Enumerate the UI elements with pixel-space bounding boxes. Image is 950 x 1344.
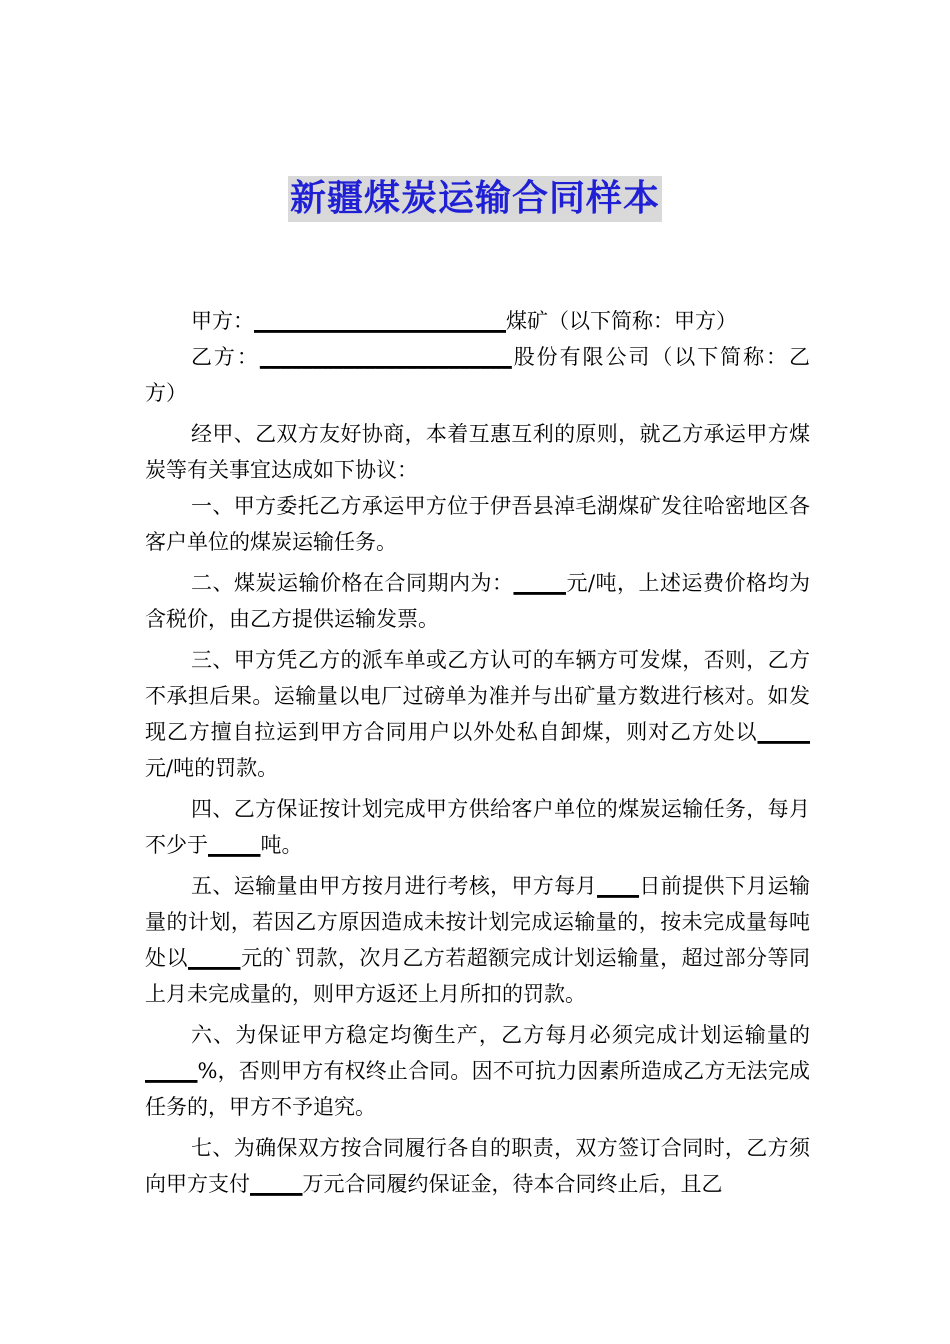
clause-6-text-a: 六、为保证甲方稳定均衡生产，乙方每月必须完成计划运输量的 [191, 1023, 810, 1047]
contract-body [145, 303, 810, 1202]
clause-3 [145, 642, 810, 786]
clause-2-text-a: 二、煤炭运输价格在合同期内为： [191, 571, 514, 595]
clause-6 [145, 1017, 810, 1125]
clause-2-text-b: 元/吨，上述运费价格均为含税价，由乙方提供运输发票。 [145, 571, 811, 631]
party-a-line [145, 303, 810, 339]
party-b-blank: ________________________ [259, 345, 512, 369]
clause-5-text-b: 日前提供下月运输量的计划，若因乙方原因造成未按计划完成运输量的，按未完成量每吨处以 [145, 874, 811, 970]
party-b-line [145, 339, 810, 411]
clause-4 [145, 791, 810, 863]
clause-3-text-a: 三、甲方凭乙方的派车单或乙方认可的车辆方可发煤，否则，乙方不承担后果。运输量以电厂过磅单为准并与出矿量方数进行核对。如发现乙方擅自拉运到甲方合同用户以外处私自卸煤，则对乙方处以 [145, 648, 810, 744]
clause-2-blank: _____ [513, 571, 566, 595]
party-a-suffix: 煤矿（以下简称：甲方） [506, 309, 737, 333]
clause-3-text-b: 元/吨的罚款。 [145, 756, 279, 780]
party-a-blank: ________________________ [254, 309, 506, 333]
clause-4-blank: _____ [208, 833, 261, 857]
intro-paragraph: 经甲、乙双方友好协商，本着互惠互利的原则，就乙方承运甲方煤炭等有关事宜达成如下协议： [145, 422, 810, 482]
party-a-label: 甲方： [191, 309, 254, 333]
clause-6-blank: _____ [145, 1059, 198, 1083]
document-title: 新疆煤炭运输合同样本 [288, 176, 662, 222]
clause-3-blank: _____ [757, 720, 810, 744]
clause-7-text-b: 万元合同履约保证金，待本合同终止后，且乙 [302, 1172, 723, 1196]
clause-4-text-a: 四、乙方保证按计划完成甲方供给客户单位的煤炭运输任务，每月不少于 [145, 797, 810, 857]
party-b-label: 乙方： [191, 345, 260, 369]
clause-4-text-b: 吨。 [260, 833, 303, 857]
clause-5-text-c: 元的`罚款，次月乙方若超额完成计划运输量，超过部分等同上月未完成量的，则甲方返还上月所扣的罚款。 [145, 946, 811, 1006]
clause-6-text-b: %，否则甲方有权终止合同。因不可抗力因素所造成乙方无法完成任务的，甲方不予追究。 [145, 1059, 810, 1119]
clause-1: 一、甲方委托乙方承运甲方位于伊吾县淖毛湖煤矿发往哈密地区各客户单位的煤炭运输任务。 [145, 494, 810, 554]
party-b-suffix: 股份有限公司（以下简称：乙方） [145, 345, 810, 405]
clause-5-text-a: 五、运输量由甲方按月进行考核，甲方每月 [191, 874, 598, 898]
clause-5 [145, 868, 810, 1012]
clause-5-blank-fine: _____ [187, 946, 241, 970]
clause-7-text-a: 七、为确保双方按合同履行各自的职责，双方签订合同时，乙方须向甲方支付 [145, 1136, 810, 1196]
clause-7 [145, 1130, 810, 1202]
title-container [0, 176, 950, 222]
clause-2 [145, 565, 810, 637]
clause-5-blank-day: ____ [597, 874, 640, 898]
clause-7-blank: _____ [250, 1172, 303, 1196]
